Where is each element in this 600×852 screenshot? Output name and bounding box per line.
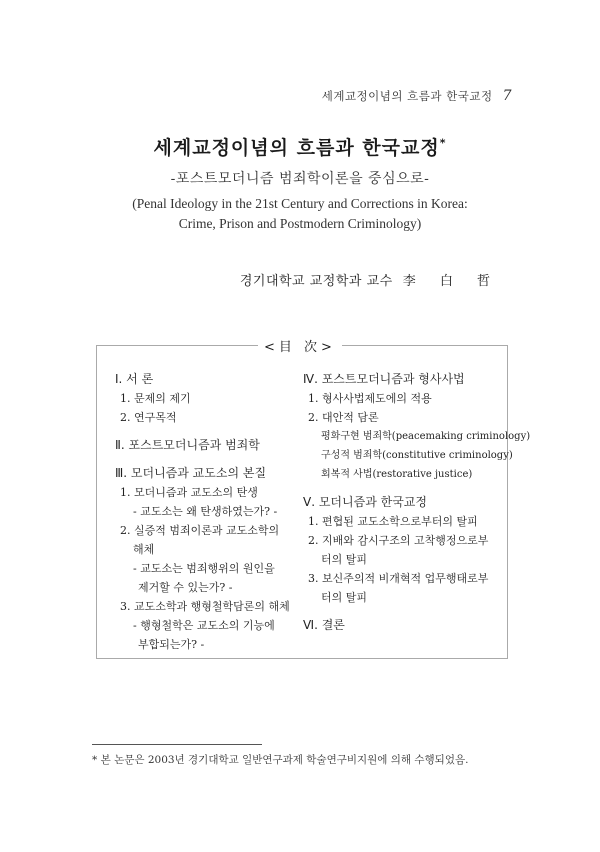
toc-gap [303, 484, 498, 493]
footnote-rule [92, 744, 262, 745]
toc-entry: 2. 지배와 감시구조의 고착행정으로부 [308, 534, 489, 547]
toc-section: Ⅵ. 결론 [303, 618, 345, 632]
toc-entry: 2. 실증적 범죄이론과 교도소학의 [120, 524, 280, 537]
author-name: 李 白 哲 [402, 274, 500, 289]
running-header [322, 88, 512, 104]
toc-section: Ⅰ. 서 론 [115, 372, 154, 386]
english-title-line1: (Penal Ideology in the 21st Century and Corrections in Korea: [132, 196, 468, 211]
author-affiliation: 경기대학교 교정학과 교수 [239, 274, 393, 289]
english-title [0, 194, 600, 234]
toc-section: Ⅴ. 모더니즘과 한국교정 [303, 495, 427, 509]
toc-entry: 회복적 사법(restorative justice) [321, 469, 473, 480]
toc-section: Ⅲ. 모더니즘과 교도소의 본질 [115, 466, 267, 480]
toc-entry: 1. 문제의 제기 [120, 392, 191, 405]
toc-entry: - 교도소는 범죄행위의 원인을 [133, 562, 275, 575]
toc-entry: 평화구현 범죄학(peacemaking criminology) [321, 431, 531, 442]
toc-entry: 1. 형사사법제도에의 적용 [308, 392, 432, 405]
toc-section: Ⅱ. 포스트모더니즘과 범죄학 [115, 438, 260, 452]
toc-entry: 해체 [133, 543, 155, 556]
toc-entry: - 행형철학은 교도소의 기능에 [133, 619, 275, 632]
author-line [240, 270, 500, 289]
toc-entry: 제거할 수 있는가? - [138, 581, 233, 594]
toc-entry: 1. 모더니즘과 교도소의 탄생 [120, 486, 258, 499]
paper-title [0, 133, 600, 160]
toc-entry: 2. 연구목적 [120, 411, 177, 424]
title-footnote-mark: * [439, 136, 447, 150]
toc-right-column [303, 370, 531, 635]
toc-entry: 터의 탈피 [321, 591, 368, 604]
toc-entry: 3. 보신주의적 비개혁적 업무행태로부 [308, 572, 489, 585]
toc-entry: 터의 탈피 [321, 553, 368, 566]
toc-section: Ⅳ. 포스트모더니즘과 형사사법 [303, 372, 465, 386]
english-title-line2: Crime, Prison and Postmodern Criminology) [178, 216, 422, 231]
toc-gap [303, 607, 498, 616]
page-number: 7 [502, 88, 512, 104]
toc-entry: 부합되는가? - [138, 638, 205, 651]
toc-entry: 3. 교도소학과 행형철학담론의 해체 [120, 600, 290, 613]
paper-subtitle: -포스트모더니즘 범죄학이론을 중심으로- [170, 171, 430, 187]
toc-entry: 1. 편협된 교도소학으로부터의 탈피 [308, 515, 478, 528]
paper-title-text: 세계교정이념의 흐름과 한국교정 [153, 137, 440, 159]
footnote: * 본 논문은 2003년 경기대학교 일반연구과제 학술연구비지원에 의해 수행되었음. [92, 754, 469, 766]
toc-heading: <目 次> [0, 336, 600, 355]
running-header-title: 세계교정이념의 흐름과 한국교정 [321, 89, 493, 103]
toc-left-column [115, 370, 290, 654]
toc-gap [115, 455, 290, 464]
toc-entry: 2. 대안적 담론 [308, 411, 379, 424]
toc-entry: - 교도소는 왜 탄생하였는가? - [133, 505, 278, 518]
toc-entry: 구성적 범죄학(constitutive criminology) [321, 450, 513, 461]
toc-gap [115, 427, 290, 436]
